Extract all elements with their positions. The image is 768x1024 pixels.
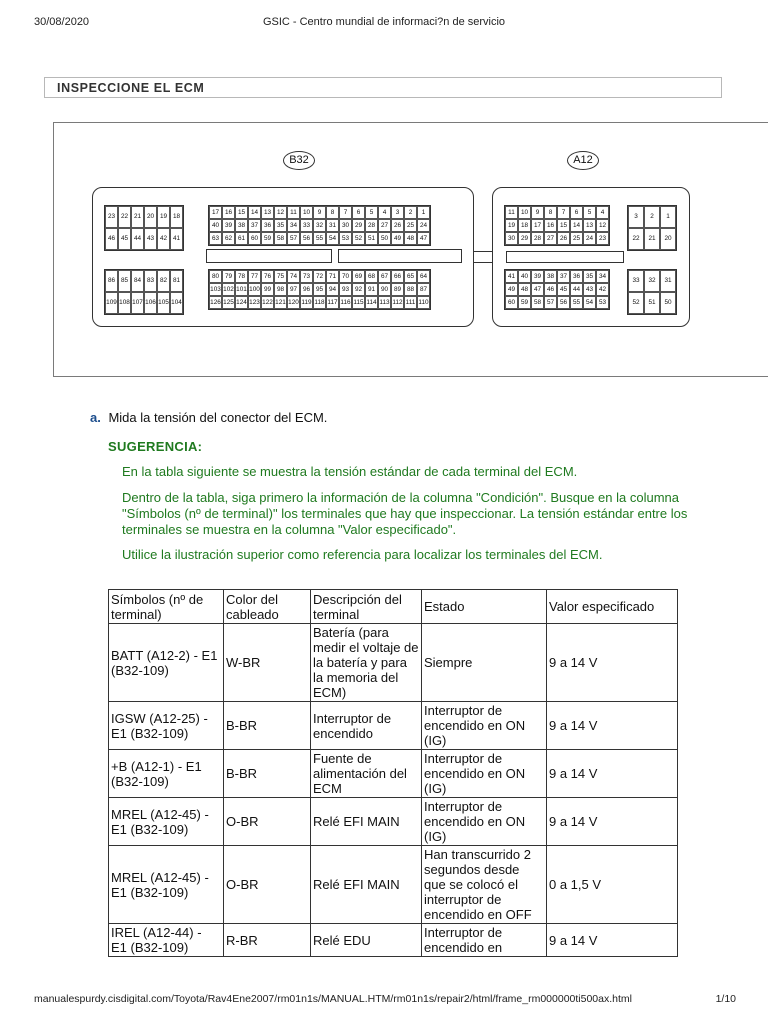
cell-spec-value: 9 a 14 V	[547, 750, 678, 798]
pin-b32-57: 57	[287, 232, 300, 245]
cell-description: Batería (para medir el voltaje de la batería y para la memoria del ECM)	[311, 624, 422, 702]
cell-description: Relé EDU	[311, 924, 422, 957]
pin-b32-46: 46	[105, 228, 118, 250]
pin-b32-39: 39	[222, 219, 235, 232]
pin-a12-39: 39	[531, 270, 544, 283]
pin-b32-117: 117	[326, 296, 339, 309]
pin-b32-115: 115	[352, 296, 365, 309]
pin-a12-28: 28	[531, 232, 544, 245]
pin-a12-1: 1	[660, 206, 676, 228]
pin-b32-85: 85	[118, 270, 131, 292]
pin-b32-30: 30	[339, 219, 352, 232]
pin-b32-29: 29	[352, 219, 365, 232]
pin-b32-33: 33	[300, 219, 313, 232]
hint-paragraph-1: En la tabla siguiente se muestra la tensión estándar de cada terminal del ECM.	[122, 464, 578, 479]
pin-b32-116: 116	[339, 296, 352, 309]
page-header-date: 30/08/2020	[34, 16, 90, 28]
pin-a12-53: 53	[596, 296, 609, 309]
pin-a12-56: 56	[557, 296, 570, 309]
pin-a12-14: 14	[570, 219, 583, 232]
pin-b32-126: 126	[209, 296, 222, 309]
pin-a12-48: 48	[518, 283, 531, 296]
pin-b32-106: 106	[144, 292, 157, 314]
hint-paragraph-3: Utilice la ilustración superior como referencia para localizar los terminales del ECM.	[122, 547, 603, 562]
b32-key-slot-right	[338, 249, 462, 263]
page-footer-url: manualespurdy.cisdigital.com/Toyota/Rav4Ene2007/rm01n1s/MANUAL.HTM/rm01n1s/repair2/html/frame_rm000000ti500ax.html	[34, 993, 632, 1005]
pin-b32-49: 49	[391, 232, 404, 245]
pin-b32-89: 89	[391, 283, 404, 296]
page-footer-number: 1/10	[715, 993, 736, 1005]
connector-label-a12: A12	[567, 151, 599, 170]
pin-b32-120: 120	[287, 296, 300, 309]
pin-a12-57: 57	[544, 296, 557, 309]
pin-b32-32: 32	[313, 219, 326, 232]
pin-b32-62: 62	[222, 232, 235, 245]
pin-b32-100: 100	[248, 283, 261, 296]
pin-b32-110: 110	[417, 296, 430, 309]
section-title: INSPECCIONE EL ECM	[57, 81, 205, 95]
pin-block-a12-3	[504, 269, 610, 310]
header-condition: Estado	[422, 590, 547, 624]
pin-b32-28: 28	[365, 219, 378, 232]
pin-b32-121: 121	[274, 296, 287, 309]
pin-b32-47: 47	[417, 232, 430, 245]
pin-a12-6: 6	[570, 206, 583, 219]
pin-a12-9: 9	[531, 206, 544, 219]
pin-b32-11: 11	[287, 206, 300, 219]
pin-b32-61: 61	[235, 232, 248, 245]
pin-b32-38: 38	[235, 219, 248, 232]
pin-block-b32-4	[208, 269, 431, 310]
pin-b32-123: 123	[248, 296, 261, 309]
hint-paragraph-2: Dentro de la tabla, siga primero la información de la columna "Condición". Busque en la columna "Símbolos (nº de terminal)" los terminales que hay que inspeccionar. La tensión estándar entre los terminales se muestra en la columna "Valor especificado".	[122, 490, 688, 537]
pin-a12-55: 55	[570, 296, 583, 309]
hint-title: SUGERENCIA:	[108, 439, 203, 454]
pin-b32-44: 44	[131, 228, 144, 250]
pin-a12-54: 54	[583, 296, 596, 309]
table-row	[109, 798, 678, 846]
pin-a12-5: 5	[583, 206, 596, 219]
pin-b32-107: 107	[131, 292, 144, 314]
pin-b32-124: 124	[235, 296, 248, 309]
pin-b32-98: 98	[274, 283, 287, 296]
pin-b32-101: 101	[235, 283, 248, 296]
pin-a12-46: 46	[544, 283, 557, 296]
pin-b32-75: 75	[274, 270, 287, 283]
cell-wire-color: B-BR	[224, 750, 311, 798]
pin-b32-31: 31	[326, 219, 339, 232]
cell-description: Relé EFI MAIN	[311, 846, 422, 924]
pin-a12-4: 4	[596, 206, 609, 219]
pin-a12-19: 19	[505, 219, 518, 232]
pin-b32-91: 91	[365, 283, 378, 296]
pin-b32-2: 2	[404, 206, 417, 219]
pin-a12-12: 12	[596, 219, 609, 232]
pin-b32-70: 70	[339, 270, 352, 283]
pin-b32-27: 27	[378, 219, 391, 232]
pin-block-b32-1	[104, 205, 184, 251]
pin-b32-112: 112	[391, 296, 404, 309]
pin-b32-104: 104	[170, 292, 183, 314]
pin-a12-23: 23	[596, 232, 609, 245]
pin-b32-87: 87	[417, 283, 430, 296]
pin-b32-9: 9	[313, 206, 326, 219]
pin-b32-40: 40	[209, 219, 222, 232]
pin-b32-111: 111	[404, 296, 417, 309]
cell-description: Fuente de alimentación del ECM	[311, 750, 422, 798]
pin-b32-95: 95	[313, 283, 326, 296]
pin-a12-26: 26	[557, 232, 570, 245]
pin-a12-30: 30	[505, 232, 518, 245]
table-row	[109, 750, 678, 798]
pin-block-a12-1	[504, 205, 610, 246]
pin-a12-29: 29	[518, 232, 531, 245]
section-header	[44, 77, 722, 98]
pin-a12-45: 45	[557, 283, 570, 296]
header-description: Descripción del terminal	[311, 590, 422, 624]
cell-wire-color: B-BR	[224, 702, 311, 750]
pin-b32-122: 122	[261, 296, 274, 309]
pin-b32-66: 66	[391, 270, 404, 283]
cell-symbols: IGSW (A12-25) - E1 (B32-109)	[109, 702, 224, 750]
pin-b32-81: 81	[170, 270, 183, 292]
pin-b32-34: 34	[287, 219, 300, 232]
connector-latch	[473, 251, 493, 263]
pin-b32-4: 4	[378, 206, 391, 219]
pin-b32-8: 8	[326, 206, 339, 219]
pin-b32-76: 76	[261, 270, 274, 283]
pin-b32-65: 65	[404, 270, 417, 283]
pin-b32-119: 119	[300, 296, 313, 309]
pin-b32-102: 102	[222, 283, 235, 296]
pin-b32-71: 71	[326, 270, 339, 283]
cell-spec-value: 9 a 14 V	[547, 624, 678, 702]
a12-key-slot	[506, 251, 624, 263]
pin-b32-50: 50	[378, 232, 391, 245]
pin-b32-53: 53	[339, 232, 352, 245]
pin-b32-94: 94	[326, 283, 339, 296]
pin-a12-3: 3	[628, 206, 644, 228]
pin-b32-42: 42	[157, 228, 170, 250]
ecm-connector-diagram	[53, 122, 768, 377]
pin-a12-42: 42	[596, 283, 609, 296]
pin-block-b32-3	[104, 269, 184, 315]
pin-a12-7: 7	[557, 206, 570, 219]
pin-b32-48: 48	[404, 232, 417, 245]
step-text: Mida la tensión del conector del ECM.	[108, 410, 328, 425]
pin-b32-21: 21	[131, 206, 144, 228]
cell-wire-color: W-BR	[224, 624, 311, 702]
page-header-title: GSIC - Centro mundial de informaci?n de servicio	[262, 16, 506, 28]
pin-a12-2: 2	[644, 206, 660, 228]
pin-a12-8: 8	[544, 206, 557, 219]
header-wire-color: Color del cableado	[224, 590, 311, 624]
pin-a12-21: 21	[644, 228, 660, 250]
pin-a12-11: 11	[505, 206, 518, 219]
pin-b32-90: 90	[378, 283, 391, 296]
b32-key-slot-left	[206, 249, 332, 263]
pin-b32-105: 105	[157, 292, 170, 314]
pin-b32-63: 63	[209, 232, 222, 245]
pin-b32-88: 88	[404, 283, 417, 296]
cell-wire-color: O-BR	[224, 798, 311, 846]
pin-b32-84: 84	[131, 270, 144, 292]
terminal-voltage-table	[108, 589, 678, 957]
pin-b32-24: 24	[417, 219, 430, 232]
cell-symbols: +B (A12-1) - E1 (B32-109)	[109, 750, 224, 798]
pin-a12-49: 49	[505, 283, 518, 296]
pin-b32-92: 92	[352, 283, 365, 296]
pin-b32-22: 22	[118, 206, 131, 228]
pin-b32-23: 23	[105, 206, 118, 228]
table-header-row	[109, 590, 678, 624]
pin-b32-96: 96	[300, 283, 313, 296]
pin-a12-27: 27	[544, 232, 557, 245]
cell-condition: Han transcurrido 2 segundos desde que se colocó el interruptor de encendido en OFF	[422, 846, 547, 924]
pin-b32-14: 14	[248, 206, 261, 219]
cell-description: Relé EFI MAIN	[311, 798, 422, 846]
pin-b32-58: 58	[274, 232, 287, 245]
header-symbols: Símbolos (nº de terminal)	[109, 590, 224, 624]
pin-b32-41: 41	[170, 228, 183, 250]
pin-b32-79: 79	[222, 270, 235, 283]
cell-spec-value: 9 a 14 V	[547, 924, 678, 957]
pin-a12-22: 22	[628, 228, 644, 250]
cell-condition: Interruptor de encendido en	[422, 924, 547, 957]
pin-block-a12-2	[627, 205, 677, 251]
cell-condition: Siempre	[422, 624, 547, 702]
pin-b32-80: 80	[209, 270, 222, 283]
pin-b32-93: 93	[339, 283, 352, 296]
pin-a12-15: 15	[557, 219, 570, 232]
cell-symbols: IREL (A12-44) - E1 (B32-109)	[109, 924, 224, 957]
cell-condition: Interruptor de encendido en ON (IG)	[422, 798, 547, 846]
cell-wire-color: R-BR	[224, 924, 311, 957]
cell-symbols: MREL (A12-45) - E1 (B32-109)	[109, 798, 224, 846]
pin-a12-31: 31	[660, 270, 676, 292]
pin-a12-25: 25	[570, 232, 583, 245]
cell-spec-value: 0 a 1,5 V	[547, 846, 678, 924]
pin-b32-10: 10	[300, 206, 313, 219]
pin-b32-69: 69	[352, 270, 365, 283]
pin-a12-24: 24	[583, 232, 596, 245]
cell-description: Interruptor de encendido	[311, 702, 422, 750]
pin-a12-13: 13	[583, 219, 596, 232]
pin-b32-109: 109	[105, 292, 118, 314]
pin-b32-43: 43	[144, 228, 157, 250]
cell-symbols: BATT (A12-2) - E1 (B32-109)	[109, 624, 224, 702]
pin-a12-50: 50	[660, 292, 676, 314]
pin-b32-55: 55	[313, 232, 326, 245]
pin-a12-60: 60	[505, 296, 518, 309]
pin-b32-36: 36	[261, 219, 274, 232]
pin-a12-37: 37	[557, 270, 570, 283]
pin-a12-52: 52	[628, 292, 644, 314]
pin-a12-17: 17	[531, 219, 544, 232]
cell-spec-value: 9 a 14 V	[547, 702, 678, 750]
table-row	[109, 924, 678, 957]
pin-b32-108: 108	[118, 292, 131, 314]
pin-b32-68: 68	[365, 270, 378, 283]
pin-a12-51: 51	[644, 292, 660, 314]
pin-b32-103: 103	[209, 283, 222, 296]
pin-a12-32: 32	[644, 270, 660, 292]
pin-a12-41: 41	[505, 270, 518, 283]
pin-b32-51: 51	[365, 232, 378, 245]
pin-b32-72: 72	[313, 270, 326, 283]
pin-b32-118: 118	[313, 296, 326, 309]
pin-b32-35: 35	[274, 219, 287, 232]
pin-b32-67: 67	[378, 270, 391, 283]
pin-a12-10: 10	[518, 206, 531, 219]
pin-b32-15: 15	[235, 206, 248, 219]
pin-b32-37: 37	[248, 219, 261, 232]
pin-b32-54: 54	[326, 232, 339, 245]
pin-b32-16: 16	[222, 206, 235, 219]
pin-a12-34: 34	[596, 270, 609, 283]
pin-a12-16: 16	[544, 219, 557, 232]
pin-a12-38: 38	[544, 270, 557, 283]
pin-b32-73: 73	[300, 270, 313, 283]
pin-b32-97: 97	[287, 283, 300, 296]
pin-a12-33: 33	[628, 270, 644, 292]
cell-symbols: MREL (A12-45) - E1 (B32-109)	[109, 846, 224, 924]
pin-block-a12-4	[627, 269, 677, 315]
pin-b32-113: 113	[378, 296, 391, 309]
pin-b32-18: 18	[170, 206, 183, 228]
connector-label-b32: B32	[283, 151, 315, 170]
pin-b32-6: 6	[352, 206, 365, 219]
pin-b32-20: 20	[144, 206, 157, 228]
pin-b32-83: 83	[144, 270, 157, 292]
table-row	[109, 846, 678, 924]
pin-b32-5: 5	[365, 206, 378, 219]
cell-wire-color: O-BR	[224, 846, 311, 924]
pin-b32-1: 1	[417, 206, 430, 219]
pin-b32-13: 13	[261, 206, 274, 219]
pin-a12-43: 43	[583, 283, 596, 296]
pin-a12-59: 59	[518, 296, 531, 309]
pin-b32-52: 52	[352, 232, 365, 245]
cell-condition: Interruptor de encendido en ON (IG)	[422, 702, 547, 750]
step-letter: a.	[90, 410, 101, 425]
pin-b32-7: 7	[339, 206, 352, 219]
pin-b32-78: 78	[235, 270, 248, 283]
pin-b32-17: 17	[209, 206, 222, 219]
pin-b32-125: 125	[222, 296, 235, 309]
pin-b32-25: 25	[404, 219, 417, 232]
pin-b32-99: 99	[261, 283, 274, 296]
cell-condition: Interruptor de encendido en ON (IG)	[422, 750, 547, 798]
pin-b32-45: 45	[118, 228, 131, 250]
pin-a12-44: 44	[570, 283, 583, 296]
pin-b32-77: 77	[248, 270, 261, 283]
step-a	[90, 410, 327, 425]
pin-a12-40: 40	[518, 270, 531, 283]
pin-b32-3: 3	[391, 206, 404, 219]
pin-a12-58: 58	[531, 296, 544, 309]
pin-b32-19: 19	[157, 206, 170, 228]
pin-b32-114: 114	[365, 296, 378, 309]
pin-a12-47: 47	[531, 283, 544, 296]
pin-a12-35: 35	[583, 270, 596, 283]
table-row	[109, 702, 678, 750]
pin-a12-18: 18	[518, 219, 531, 232]
pin-b32-26: 26	[391, 219, 404, 232]
pin-b32-74: 74	[287, 270, 300, 283]
pin-b32-64: 64	[417, 270, 430, 283]
pin-b32-60: 60	[248, 232, 261, 245]
pin-a12-36: 36	[570, 270, 583, 283]
pin-b32-56: 56	[300, 232, 313, 245]
pin-b32-86: 86	[105, 270, 118, 292]
pin-a12-20: 20	[660, 228, 676, 250]
header-spec-value: Valor especificado	[547, 590, 678, 624]
table-row	[109, 624, 678, 702]
pin-block-b32-2	[208, 205, 431, 246]
pin-b32-82: 82	[157, 270, 170, 292]
cell-spec-value: 9 a 14 V	[547, 798, 678, 846]
pin-b32-12: 12	[274, 206, 287, 219]
pin-b32-59: 59	[261, 232, 274, 245]
